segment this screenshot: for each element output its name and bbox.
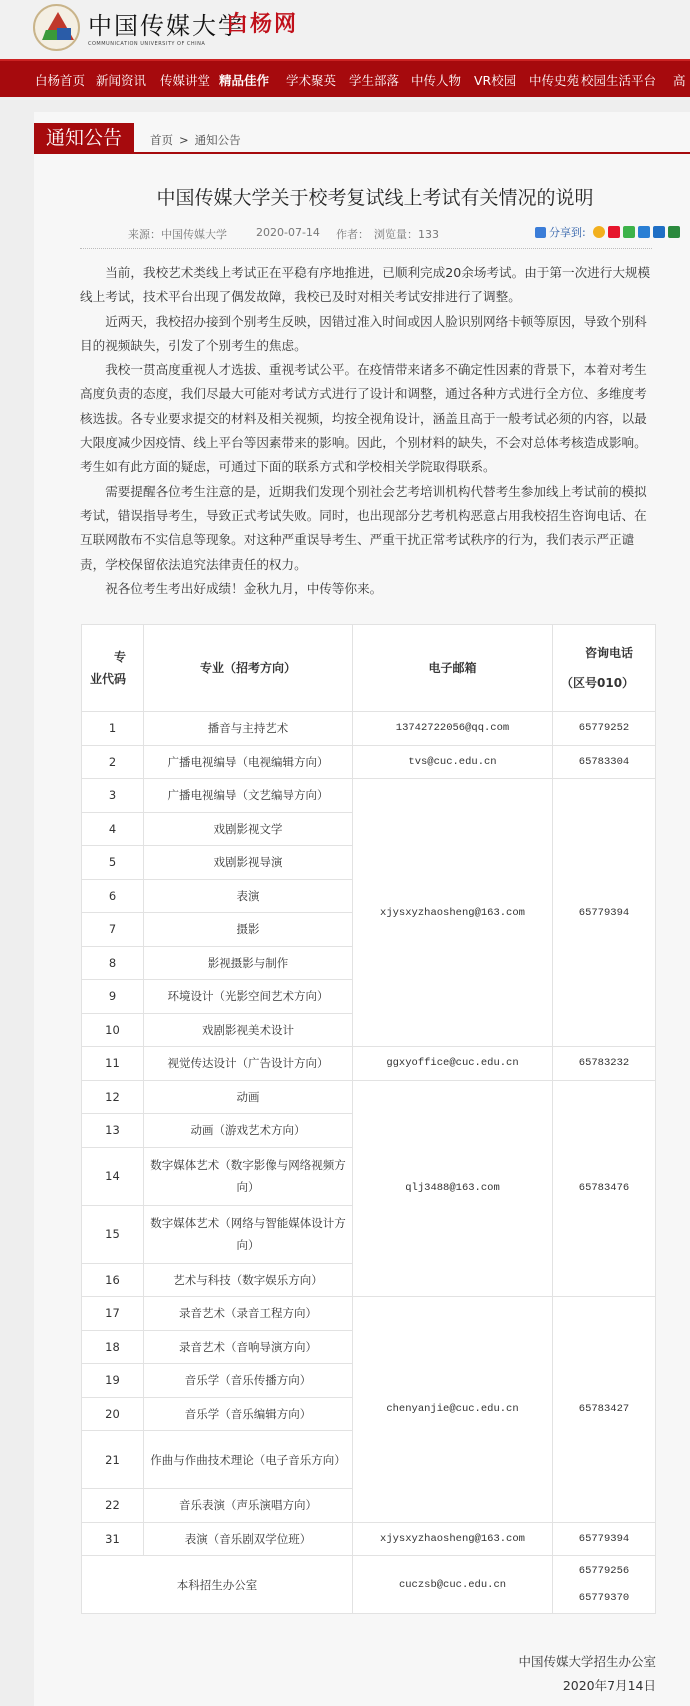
- cell-code: 13: [82, 1114, 144, 1148]
- table-row-office: [82, 1556, 656, 1614]
- cell-code: 14: [82, 1147, 144, 1205]
- paragraph: 祝各位考生考出好成绩！金秋九月，中传等你来。: [105, 580, 383, 596]
- section-divider: [34, 152, 690, 154]
- cell-major: 环境设计（光影空间艺术方向）: [144, 980, 353, 1014]
- header-major: 专业（招考方向）: [144, 625, 353, 712]
- table-row: [82, 779, 656, 813]
- table-row: [82, 1522, 656, 1556]
- cell-code: 3: [82, 779, 144, 813]
- main-nav: [0, 59, 690, 97]
- cell-code: 6: [82, 879, 144, 913]
- brand-name: 中国传媒大学: [88, 12, 244, 40]
- cell-major: 影视摄影与制作: [144, 946, 353, 980]
- nav-item[interactable]: 学术聚英: [286, 73, 337, 88]
- article-title: 中国传媒大学关于校考复试线上考试有关情况的说明: [156, 187, 594, 209]
- header-code: 专业代码: [82, 625, 144, 712]
- brand-english: COMMUNICATION UNIVERSITY OF CHINA: [88, 41, 206, 47]
- cell-major: 动画（游戏艺术方向）: [144, 1114, 353, 1148]
- cell-email[interactable]: chenyanjie@cuc.edu.cn: [353, 1297, 553, 1523]
- cell-code: 15: [82, 1205, 144, 1263]
- breadcrumb-separator: >: [179, 133, 189, 147]
- nav-item[interactable]: 中传人物: [411, 73, 462, 88]
- cell-major: 摄影: [144, 913, 353, 947]
- cell-phone: 65783476: [553, 1080, 656, 1297]
- article-views: 浏览量：133: [374, 228, 439, 241]
- pinterest-share-icon[interactable]: [638, 226, 650, 238]
- douban-share-icon[interactable]: [668, 226, 680, 238]
- cell-phone: 65779252: [553, 712, 656, 746]
- signature-date: 2020年7月14日: [562, 1678, 656, 1693]
- cell-office-phone: [553, 1556, 656, 1614]
- breadcrumb: [150, 132, 247, 148]
- cell-major: 戏剧影视美术设计: [144, 1013, 353, 1047]
- header-email: 电子邮箱: [353, 625, 553, 712]
- cell-code: 8: [82, 946, 144, 980]
- cell-code: 22: [82, 1489, 144, 1523]
- cell-email[interactable]: tvs@cuc.edu.cn: [353, 745, 553, 779]
- cell-phone: 65779394: [553, 779, 656, 1047]
- university-logo[interactable]: [33, 4, 80, 51]
- brand-site-name: 白杨网: [226, 11, 299, 37]
- site-header: [0, 0, 690, 59]
- cell-phone: 65779394: [553, 1522, 656, 1556]
- cell-phone: 65783304: [553, 745, 656, 779]
- wechat-share-icon[interactable]: [623, 226, 635, 238]
- table-row: [82, 1297, 656, 1331]
- cell-major: 音乐学（音乐编辑方向）: [144, 1397, 353, 1431]
- breadcrumb-home[interactable]: 首页: [150, 133, 173, 147]
- cell-major: 数字媒体艺术（网络与智能媒体设计方向）: [144, 1205, 353, 1263]
- cell-major: 广播电视编导（文艺编导方向）: [144, 779, 353, 813]
- cell-code: 11: [82, 1047, 144, 1081]
- cell-major: 戏剧影视文学: [144, 812, 353, 846]
- cell-code: 18: [82, 1330, 144, 1364]
- table-row: [82, 1047, 656, 1081]
- cell-code: 10: [82, 1013, 144, 1047]
- nav-item[interactable]: 学生部落: [349, 73, 400, 88]
- paragraph: 我校一贯高度重视人才选拔、重视考试公平。在疫情带来诸多不确定性因素的背景下，本着对考生高度负责的态度，我们尽最大可能对考试方式进行了设计和调整，通过各种方式进行全方位、多维度考核选拔。各专业要求提交的材料及相关视频，均按全视角设计，涵盖且高于一般考试必须的内容，以最大限度减少因疫情、线上平台等因素带来的影响。因此，个别材料的缺失，不会对总体考核造成影响。考生如有此方面的疑虑，可通过下面的联系方式和学校相关学院取得联系。: [80, 362, 647, 475]
- cell-major: 录音艺术（音响导演方向）: [144, 1330, 353, 1364]
- renren-share-icon[interactable]: [653, 226, 665, 238]
- office-phone: 65779256: [578, 1564, 630, 1577]
- cell-office-email[interactable]: cuczsb@cuc.edu.cn: [353, 1556, 553, 1614]
- article-date: 2020-07-14: [256, 226, 320, 239]
- cell-code: 5: [82, 846, 144, 880]
- nav-item[interactable]: 中传史苑: [529, 73, 580, 88]
- cell-major: 播音与主持艺术: [144, 712, 353, 746]
- article-source: 来源：中国传媒大学: [128, 228, 227, 241]
- signature: [518, 1650, 656, 1698]
- office-phone: 65779370: [578, 1591, 630, 1604]
- contact-table: [81, 624, 656, 1614]
- weibo-share-icon[interactable]: [608, 226, 620, 238]
- nav-item[interactable]: 传媒讲堂: [160, 73, 211, 88]
- cell-code: 4: [82, 812, 144, 846]
- cell-code: 16: [82, 1263, 144, 1297]
- meta-divider: [80, 248, 652, 249]
- cell-major: 录音艺术（录音工程方向）: [144, 1297, 353, 1331]
- share-plus-icon[interactable]: [535, 227, 546, 238]
- nav-item[interactable]: 校园生活平台: [581, 73, 657, 88]
- cell-code: 19: [82, 1364, 144, 1398]
- cell-code: 7: [82, 913, 144, 947]
- cell-office-name: 本科招生办公室: [82, 1556, 353, 1614]
- table-header-row: [82, 625, 656, 712]
- nav-item[interactable]: 白杨首页: [35, 73, 86, 88]
- share-label: 分享到:: [549, 226, 586, 239]
- breadcrumb-current[interactable]: 通知公告: [194, 133, 241, 147]
- cell-email[interactable]: xjysxyzhaosheng@163.com: [353, 779, 553, 1047]
- cell-email[interactable]: ggxyoffice@cuc.edu.cn: [353, 1047, 553, 1081]
- header-phone: 咨询电话（区号010）: [553, 625, 656, 712]
- cell-major: 广播电视编导（电视编辑方向）: [144, 745, 353, 779]
- cell-major: 表演（音乐剧双学位班）: [144, 1522, 353, 1556]
- cell-major: 视觉传达设计（广告设计方向）: [144, 1047, 353, 1081]
- paragraph: 近两天，我校招办接到个别考生反映，因错过准入时间或因人脸识别网络卡顿等原因，导致个别科目的视频缺失，引发了个别考生的焦虑。: [80, 313, 647, 353]
- cell-code: 9: [82, 980, 144, 1014]
- cell-email[interactable]: qlj3488@163.com: [353, 1080, 553, 1297]
- cell-major: 数字媒体艺术（数字影像与网络视频方向）: [144, 1147, 353, 1205]
- cell-major: 表演: [144, 879, 353, 913]
- nav-item[interactable]: 高: [673, 73, 686, 88]
- cell-email[interactable]: xjysxyzhaosheng@163.com: [353, 1522, 553, 1556]
- table-row: [82, 712, 656, 746]
- paragraph: 需要提醒各位考生注意的是，近期我们发现个别社会艺考培训机构代替考生参加线上考试前的模拟考试，错误指导考生，导致正式考试失败。同时，也出现部分艺考机构恶意占用我校招生咨询电话、在互联网散布不实信息等现象。对这种严重误导考生、严重干扰正常考试秩序的行为，我们表示严正谴责，学校保留依法追究法律责任的权力。: [80, 483, 647, 572]
- cell-major: 作曲与作曲技术理论（电子音乐方向）: [144, 1431, 353, 1489]
- share-bar: [535, 224, 680, 240]
- nav-item[interactable]: VR校园: [474, 73, 517, 88]
- table-row: [82, 745, 656, 779]
- cell-code: 31: [82, 1522, 144, 1556]
- cell-phone: 65783232: [553, 1047, 656, 1081]
- cell-major: 音乐表演（声乐演唱方向）: [144, 1489, 353, 1523]
- cell-code: 12: [82, 1080, 144, 1114]
- cell-code: 2: [82, 745, 144, 779]
- cell-code: 17: [82, 1297, 144, 1331]
- paragraph: 当前，我校艺术类线上考试正在平稳有序地推进，已顺利完成20余场考试。由于第一次进行大规模线上考试，技术平台出现了偶发故障，我校已及时对相关考试安排进行了调整。: [80, 265, 651, 305]
- cell-email[interactable]: 13742722056@qq.com: [353, 712, 553, 746]
- cell-phone: 65783427: [553, 1297, 656, 1523]
- signature-org: 中国传媒大学招生办公室: [518, 1654, 656, 1669]
- table-row: [82, 1080, 656, 1114]
- article-body: [80, 261, 652, 601]
- cell-major: 艺术与科技（数字娱乐方向）: [144, 1263, 353, 1297]
- cell-major: 动画: [144, 1080, 353, 1114]
- nav-item[interactable]: 精品佳作: [219, 73, 270, 88]
- article-author: 作者：: [336, 228, 369, 241]
- cell-code: 21: [82, 1431, 144, 1489]
- cell-major: 音乐学（音乐传播方向）: [144, 1364, 353, 1398]
- qzone-share-icon[interactable]: [593, 226, 605, 238]
- cell-code: 1: [82, 712, 144, 746]
- cell-major: 戏剧影视导演: [144, 846, 353, 880]
- section-title: 通知公告: [34, 123, 134, 154]
- cell-code: 20: [82, 1397, 144, 1431]
- nav-item[interactable]: 新闻资讯: [96, 73, 147, 88]
